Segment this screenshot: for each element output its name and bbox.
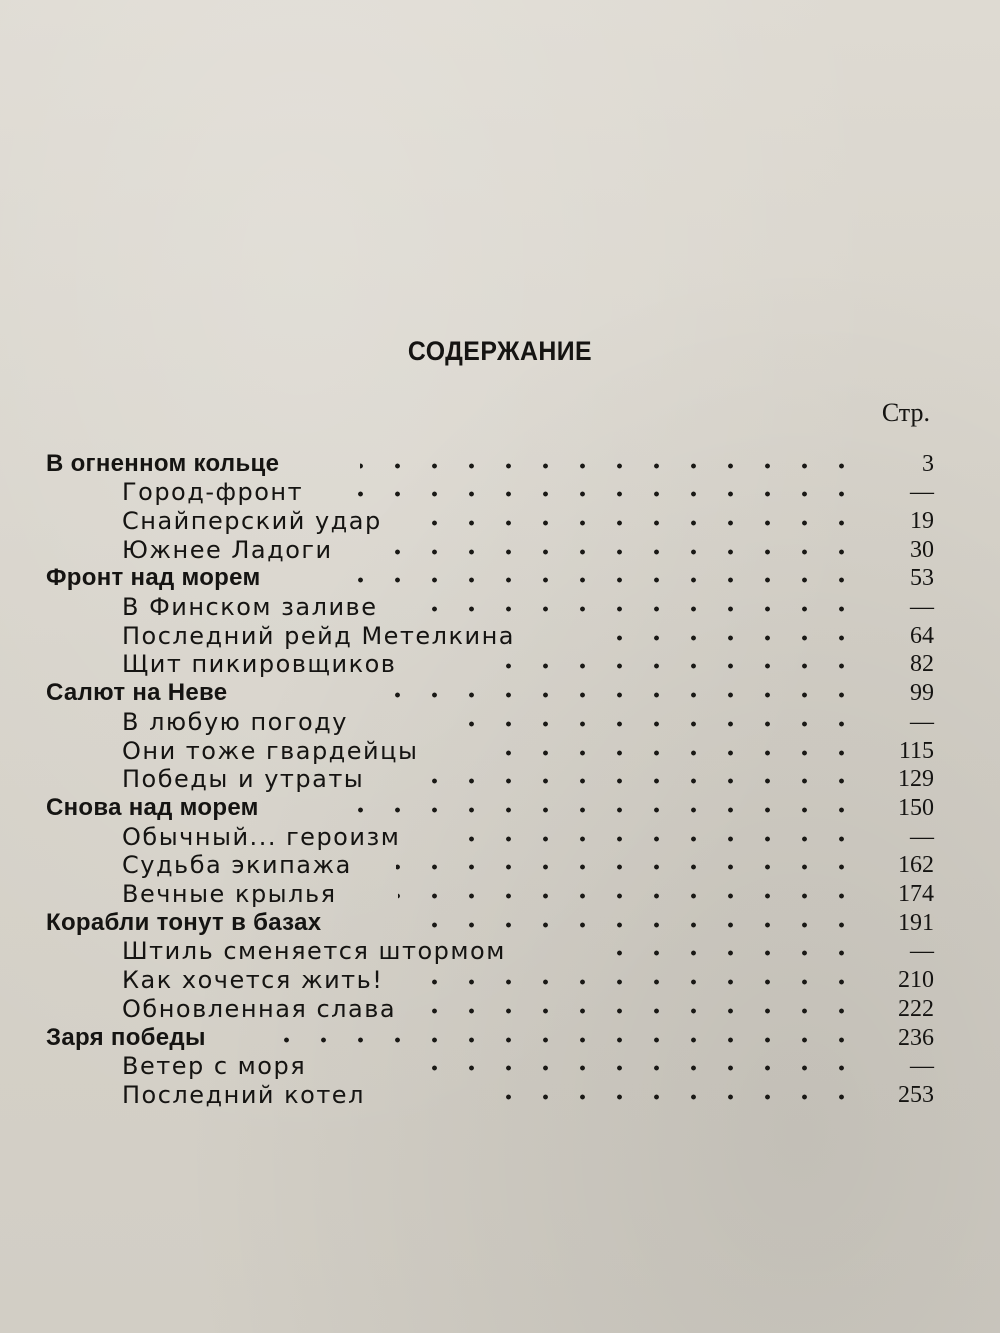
- dot-leader: [438, 834, 860, 844]
- toc-part-title: Корабли тонут в базах: [46, 909, 322, 936]
- dot-leader: [478, 661, 860, 671]
- toc-page-number: 162: [898, 852, 934, 878]
- toc-page-number: 30: [910, 537, 934, 563]
- dot-leader: [395, 690, 860, 700]
- page-column-label: Стр.: [881, 398, 930, 427]
- dot-leader: [396, 862, 860, 872]
- dot-leader: [420, 977, 860, 987]
- toc-page-number: 53: [910, 565, 934, 591]
- dot-leader: [585, 633, 860, 643]
- toc-part-title: Фронт над морем: [46, 564, 261, 591]
- toc-entry: [0, 1081, 1000, 1122]
- toc-part-title: Заря победы: [46, 1024, 206, 1051]
- toc-chapter-title: Они тоже гвардейцы: [122, 737, 419, 765]
- toc-chapter-title: Обычный... героизм: [122, 823, 401, 851]
- dot-leader: [345, 575, 860, 585]
- dot-leader: [398, 891, 860, 901]
- toc-page-number: 3: [922, 451, 934, 477]
- toc-page-number: —: [910, 824, 934, 850]
- toc-page-number: 115: [898, 738, 934, 764]
- dot-leader: [418, 1006, 860, 1016]
- toc-page-number: 129: [898, 766, 934, 792]
- dot-leader: [275, 1035, 860, 1045]
- dot-leader: [418, 920, 860, 930]
- dot-leader: [418, 776, 860, 786]
- dot-leader: [345, 805, 860, 815]
- dot-leader: [440, 719, 860, 729]
- toc-chapter-title: Снайперский удар: [122, 507, 382, 535]
- dot-leader: [418, 604, 860, 614]
- toc-chapter-title: Город-фронт: [122, 478, 304, 506]
- toc-part-title: Снова над морем: [46, 794, 259, 821]
- toc-page-number: —: [910, 709, 934, 735]
- toc-chapter-title: Ветер с моря: [122, 1052, 307, 1080]
- toc-page-number: 99: [910, 680, 934, 706]
- toc-chapter-title: Победы и утраты: [122, 765, 365, 793]
- dot-leader: [495, 748, 860, 758]
- toc-chapter-title: Вечные крылья: [122, 880, 337, 908]
- dot-leader: [405, 1063, 860, 1073]
- toc-part-title: В огненном кольце: [46, 450, 280, 477]
- toc-page-number: 236: [898, 1025, 934, 1051]
- toc-page-number: 174: [898, 881, 934, 907]
- dot-leader: [590, 948, 860, 958]
- toc-page-number: —: [910, 938, 934, 964]
- toc-chapter-title: Штиль сменяется штормом: [122, 937, 506, 965]
- toc-chapter-title: Судьба экипажа: [122, 851, 352, 879]
- toc-page-number: —: [910, 1053, 934, 1079]
- toc-chapter-title: Обновленная слава: [122, 995, 397, 1023]
- toc-page-number: —: [910, 594, 934, 620]
- toc-page-number: 150: [898, 795, 934, 821]
- dot-leader: [380, 547, 860, 557]
- toc-page-number: 64: [910, 623, 934, 649]
- toc-chapter-title: В Финском заливе: [122, 593, 378, 621]
- toc-page-number: 19: [910, 508, 934, 534]
- toc-chapter-title: Последний рейд Метелкина: [122, 622, 516, 650]
- toc-page-number: 82: [910, 651, 934, 677]
- toc-page-number: 191: [898, 910, 934, 936]
- toc-part-title: Салют на Неве: [46, 679, 228, 706]
- toc-page-number: 253: [898, 1082, 934, 1108]
- dot-leader: [420, 518, 860, 528]
- dot-leader: [490, 1092, 860, 1102]
- toc-page-number: 210: [898, 967, 934, 993]
- toc-chapter-title: Южнее Ладоги: [122, 536, 333, 564]
- toc-page-number: —: [910, 479, 934, 505]
- toc-chapter-title: Щит пикировщиков: [122, 650, 397, 678]
- dot-leader: [360, 461, 860, 471]
- toc-page-number: 222: [898, 996, 934, 1022]
- dot-leader: [344, 489, 860, 499]
- toc-chapter-title: В любую погоду: [122, 708, 348, 736]
- toc-chapter-title: Как хочется жить!: [122, 966, 384, 994]
- toc-chapter-title: Последний котел: [122, 1081, 365, 1109]
- page-title: СОДЕРЖАНИЕ: [407, 336, 593, 366]
